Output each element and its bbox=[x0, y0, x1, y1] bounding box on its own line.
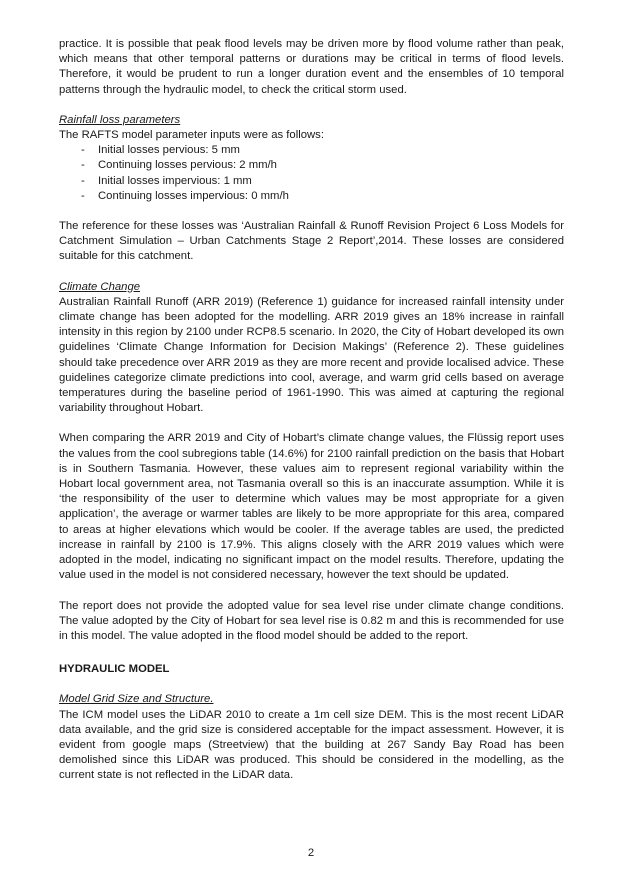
list-item: - Continuing losses pervious: 2 mm/h bbox=[81, 158, 564, 173]
hydraulic-model-heading: HYDRAULIC MODEL bbox=[59, 663, 170, 676]
loss-reference-paragraph: The reference for these losses was ‘Australian Rainfall & Runoff Revision Project 6 Loss Models for Catchment Simulation – Urban Catchments Stage 2 Report’,2014. These losses are considered suitable for this catchment. bbox=[59, 220, 564, 263]
sea-level-paragraph: The report does not provide the adopted value for sea level rise under climate change conditions. The value adopted by the City of Hobart for sea level rise is 0.82 m and this is recommended for use in this model. The value adopted in the flood model should be added to the report. bbox=[59, 599, 564, 642]
rainfall-loss-lead: The RAFTS model parameter inputs were as follows: bbox=[59, 129, 324, 142]
list-item: - Initial losses pervious: 5 mm bbox=[81, 143, 564, 158]
model-grid-subheading: Model Grid Size and Structure. bbox=[59, 693, 214, 706]
climate-change-heading: Climate Change bbox=[59, 280, 141, 293]
rainfall-loss-heading: Rainfall loss parameters bbox=[59, 113, 181, 126]
climate-change-paragraph-2: When comparing the ARR 2019 and City of Hobart’s climate change values, the Flüssig report uses the values from the cool subregions table (14.6%) for 2100 rainfall prediction on the basis that Hobart is in Southern Tasmania. However, these values aim to represent regional variability within the Hobart local government area, not Tasmania overall so this is an inaccurate assumption. While it is ‘the responsibility of the user to determine which values may be most appropriate for a given application’, the average or warmer tables are likely to be more appropriate for this area, compared to areas at higher elevations which would be cooler. If the average tables are used, the predicted increase in rainfall by 2100 is 17.9%. This aligns closely with the ARR 2019 values which were adopted in the model, indicating no significant impact on the model results. Therefore, updating the value used in the model is not considered necessary, however the text should be updated. bbox=[59, 432, 564, 582]
climate-change-paragraph-1: Australian Rainfall Runoff (ARR 2019) (Reference 1) guidance for increased rainfall intensity under climate change has been adopted for the modelling. ARR 2019 gives an 18% increase in rainfall intensity in this region by 2100 under RCP8.5 scenario. In 2020, the City of Hobart developed its own guidelines ‘Climate Change Information for Decision Makings’ (Reference 2). These guidelines should take precedence over ARR 2019 as they are more recent and provide localised advice. These guidelines categorize climate predictions into cool, average, and warm grid cells based on average temperatures during the baseline period of 1961-1990. This was aimed at capturing the regional variability throughout Hobart. bbox=[59, 295, 564, 415]
model-grid-paragraph: The ICM model uses the LiDAR 2010 to create a 1m cell size DEM. This is the most recent LiDAR data available, and the grid size is considered acceptable for the impact assessment. However, it is evident from google maps (Streetview) that the building at 267 Sandy Bay Road has been demolished since this LiDAR was produced. This should be considered in the modelling, as the current state is not reflected in the LiDAR data. bbox=[59, 708, 564, 782]
list-item: - Continuing losses impervious: 0 mm/h bbox=[81, 189, 564, 204]
loss-parameter-list bbox=[59, 143, 564, 204]
page-number: 2 bbox=[307, 847, 315, 859]
intro-paragraph: practice. It is possible that peak flood levels may be driven more by flood volume rather than peak, which means that other temporal patterns or durations may be critical in terms of flood levels. Therefore, it would be prudent to run a longer duration event and the ensembles of 10 temporal patterns through the hydraulic model, to check the critical storm used. bbox=[59, 38, 564, 96]
list-item: - Initial losses impervious: 1 mm bbox=[81, 174, 564, 189]
